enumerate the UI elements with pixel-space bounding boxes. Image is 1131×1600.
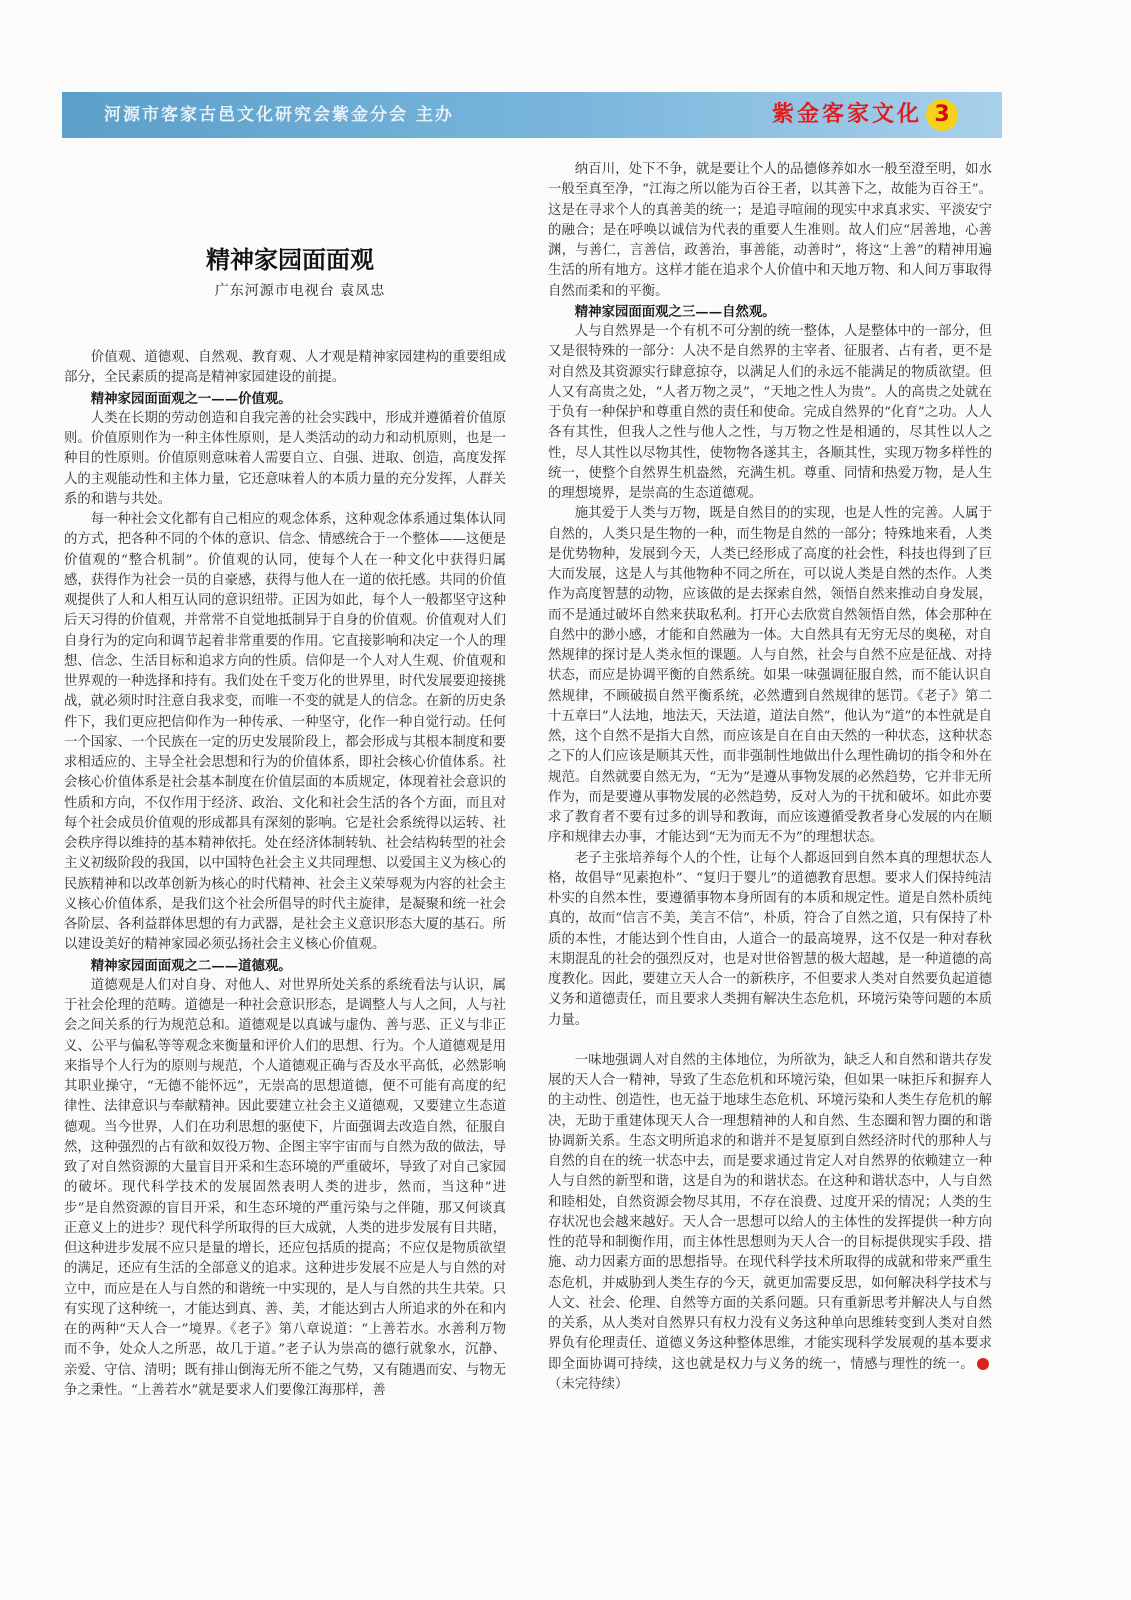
body-paragraph: 纳百川，处下不争，就是要让个人的品德修养如水一般至澄至明，如水一般至真至净，“江海之所以能为百谷王者，以其善下之，故能为百谷王”。这是在寻求个人的真善美的统一；是追寻喧闹的现实中求真求实、平淡安宁的融合；是在呼唤以诚信为代表的重要人生准则。故人们应“居善地，心善渊，与善仁，言善信，政善治，事善能，动善时”，将这“上善”的精神用遍生活的所有地方。这样才能在追求个人价值中和天地万物、和人间万事取得自然而柔和的平衡。: [548, 162, 992, 299]
body-paragraph: 一味地强调人对自然的主体地位，为所欲为，缺乏人和自然和谐共存发展的天人合一精神，导致了生态危机和环境污染，但如果一味拒斥和摒弃人的主动性、创造性，也无益于地球生态危机、环境污染和人类生存危机的解决，无助于重建体现天人合一理想精神的人和自然、生态圈和智力圈的和谐协调新关系。生态文明所追求的和谐并不是复原到自然经济时代的那种人与自然的自在的统一状态中去，而是要求通过肯定人对自然界的依赖建立一种人与自然的新型和谐，这是自为的和谐状态。在这种和谐状态中，人与自然和睦相处，自然资源会物尽其用，不存在浪费、过度开采的情况；人类的生存状况也会越来越好。天人合一思想可以给人的主体性的发挥提供一种方向性的范导和制衡作用，而主体性思想则为天人合一的目标提供现实手段、措施、动力因素方面的思想指导。在现代科学技术所取得的成就和带来严重生态危机，并威胁到人类生存的今天，就更加需要反思，如何解决科学技术与人文、社会、伦理、自然等方面的关系问题。只有重新思考并解决人与自然的关系，从人类对自然界只有权力没有义务这种单向思维转变到人类对自然界负有伦理责任、道德义务这种整体思维，才能实现科学发展观的基本要求即全面协调可持续，这也就是权力与义务的统一，情感与理性的统一。（未完待续）: [548, 1052, 992, 1392]
body-paragraph: 道德观是人们对自身、对他人、对世界所处关系的系统看法与认识，属于社会伦理的范畴。道德是一种社会意识形态，是调整人与人之间，人与社会之间关系的行为规范总和。道德观是以真诚与虚伪、善与恶、正义与非正义、公平与偏私等等观念来衡量和评价人们的思想、行为。个人道德观是用来指导个人行为的原则与规范，个人道德观正确与否及水平高低，必然影响其职业操守，“无德不能怀远”，无崇高的思想道德，便不可能有高度的纪律性、法律意识与奉献精神。因此要建立社会主义道德观，又要建立生态道德观。当今世界，人们在功利思想的驱使下，片面强调去改造自然，征服自然，这种强烈的占有欲和奴役万物、企图主宰宇宙而与自然为敌的做法，导致了对自然资源的大量盲目开采和生态环境的严重破坏，导致了对自己家园的破坏。现代科学技术的发展固然表明人类的进步，然而，当这种“进步”是自然资源的盲目开采，和生态环境的严重污染与之伴随，那又何谈真正意义上的进步？现代科学所取得的巨大成就，人类的进步发展有目共睹，但这种进步发展不应只是量的增长，还应包括质的提高；不应仅是物质欲望的满足，还应有生活的全部意义的追求。这种进步发展不应是人与自然的对立中，而应是在人与自然的和谐统一中实现的，是人与自然的共生共荣。只有实现了这种统一，才能达到真、善、美，才能达到古人所追求的外在和内在的两种“天人合一”境界。《老子》第八章说道：“上善若水。水善利万物而不争，处众人之所恶，故几于道。”老子认为崇高的德行就象水，沉静、亲爱、守信、清明；既有排山倒海无所不能之气势，又有随遇而安、与物无争之秉性。“上善若水”就是要求人们要像江海那样，善: [64, 977, 506, 1398]
body-paragraph: 人类在长期的劳动创造和自我完善的社会实践中，形成并遵循着价值原则。价值原则作为一种主体性原则，是人类活动的动力和动机原则，也是一种目的性原则。价值原则意味着人需要自立、自强、进取、创造，高度发挥人的主观能动性和主体力量，它还意味着人的本质力量的充分发挥，人群关系的和谐与共处。: [64, 410, 506, 507]
end-mark-icon: [977, 1358, 989, 1370]
left-text-column: [64, 348, 506, 1401]
continued-note: （未完待续）: [548, 1376, 629, 1392]
body-paragraph: 人与自然界是一个有机不可分割的统一整体，人是整体中的一部分，但又是很特殊的一部分：人决不是自然界的主宰者、征服者、占有者，更不是对自然及其资源实行肆意掠夺，以满足人们的永远不能满足的物质欲望。但人又有高贵之处，“人者万物之灵”，“天地之性人为贵”。人的高贵之处就在于负有一种保护和尊重自然的责任和使命。完成自然界的“化育”之功。人人各有其性，但我人之性与他人之性，与万物之性是相通的，尽其性以人之性，尽人其性以尽物其性，使物物各遂其主，各顺其性，实现万物多样性的统一，使整个自然界生机盎然，充满生机。尊重、同情和热爱万物，是人生的理想境界，是崇高的生态道德观。: [548, 324, 992, 501]
body-paragraph: 施其爱于人类与万物，既是自然目的的实现，也是人性的完善。人属于自然的，人类只是生物的一种，而生物是自然的一部分；特殊地来看，人类是优势物种，发展到今天，人类已经形成了高度的社会性，科技也得到了巨大而发展，这是人与其他物种不同之所在，可以说人类是自然的杰作。人类作为高度智慧的动物，应该做的是去探索自然，领悟自然来推动自身发展，而不是通过破坏自然来获取私利。打开心去欣赏自然领悟自然，体会那种在自然中的渺小感，才能和自然融为一体。大自然具有无穷无尽的奥秘，对自然规律的探讨是人类永恒的课题。人与自然，社会与自然不应是征战、对持状态，而应是协调平衡的自然系统。如果一味强调征服自然，而不能认识自然规律，不顾破损自然平衡系统，必然遭到自然规律的惩罚。《老子》第二十五章曰“人法地，地法天，天法道，道法自然”，他认为“道”的本性就是自然，这个自然不是指大自然，而应该是自在自由天然的一种状态，这种状态之下的人们应该是顺其天性，而非强制性地做出什么理性确切的指令和外在规范。自然就要自然无为，“无为”是遵从事物发展的必然趋势，它并非无所作为，而是要遵从事物发展的必然趋势，反对人为的干扰和破坏。如此亦要求了教育者不要有过多的训导和教诲，而应该遵循受教者身心发展的内在顺序和规律去办事，才能达到“无为而无不为”的理想状态。: [548, 506, 992, 846]
publisher-line: 河源市客家古邑文化研究会紫金分会 主办: [104, 105, 454, 125]
article-byline: 广东河源市电视台 袁凤忠: [214, 283, 386, 299]
masthead-bar: [62, 92, 1002, 138]
page-number-badge: 3: [926, 99, 958, 131]
publication-title: 紫金客家文化: [771, 102, 922, 127]
body-paragraph: 价值观、道德观、自然观、教育观、人才观是精神家园建构的重要组成部分，全民素质的提高是精神家园建设的前提。: [64, 350, 506, 386]
section-subheading: 精神家园面面观之二——道德观。: [90, 957, 292, 974]
section-subheading: 精神家园面面观之一——价值观。: [90, 390, 292, 407]
right-text-column: [548, 160, 992, 1395]
body-paragraph: 每一种社会文化都有自己相应的观念体系，这种观念体系通过集体认同的方式，把各种不同的个体的意识、信念、情感统合于一个整体——这便是价值观的“整合机制”。价值观的认同，使每个人在一种文化中获得归属感，获得作为社会一员的自豪感，获得与他人在一道的依托感。共同的价值观提供了人和人相互认同的意识纽带。正因为如此，每个人一般都坚守这种后天习得的价值观，并常常不自觉地抵制异于自身的价值观。价值观对人们自身行为的定向和调节起着非常重要的作用。它直接影响和决定一个人的理想、信念、生活目标和追求方向的性质。信仰是一个人对人生观、价值观和世界观的一种选择和持有。我们处在千变万化的世界里，时代发展要迎接挑战，就必须时时注意自我求变，而唯一不变的就是人的信念。在新的历史条件下，我们更应把信仰作为一种传承、一种坚守，化作一种自觉行动。任何一个国家、一个民族在一定的历史发展阶段上，都会形成与其根本制度和要求相适应的、主导全社会思想和行为的价值体系，即社会核心价值体系。社会核心价值体系是社会基本制度在价值层面的本质规定，体现着社会意识的性质和方向，不仅作用于经济、政治、文化和社会生活的各个方面，而且对每个社会成员价值观的形成都具有深刻的影响。它是社会系统得以运转、社会秩序得以维持的基本精神依托。处在经济体制转轨、社会结构转型的社会主义初级阶段的我国，以中国特色社会主义共同理想、以爱国主义为核心的民族精神和以改革创新为核心的时代精神、社会主义荣辱观为内容的社会主义核心价值体系，是我们这个社会所倡导的时代主旋律，是凝聚和统一社会各阶层、各利益群体思想的有力武器，是社会主义意识形态大厦的基石。所以建设美好的精神家园必须弘扬社会主义核心价值观。: [64, 512, 506, 953]
body-paragraph: 老子主张培养每个人的个性，让每个人都返回到自然本真的理想状态人格，故倡导“见素抱朴”、“复归于婴儿”的道德教育思想。要求人们保持纯洁朴实的自然本性，要遵循事物本身所固有的本质和规定性。道是自然朴质纯真的，故而“信言不美，美言不信”，朴质，符合了自然之道，只有保持了朴质的本性，才能达到个性自由，人道合一的最高境界，这不仅是一种对春秋末期混乱的社会的强烈反对，也是对世俗智慧的极大超越，是一种道德的高度教化。因此，要建立天人合一的新秩序，不但要求人类对自然要负起道德义务和道德责任，而且要求人类拥有解决生态危机，环境污染等问题的本质力量。: [548, 850, 992, 1028]
article-title: 精神家园面面观: [206, 246, 374, 274]
section-subheading: 精神家园面面观之三——自然观。: [574, 303, 776, 320]
